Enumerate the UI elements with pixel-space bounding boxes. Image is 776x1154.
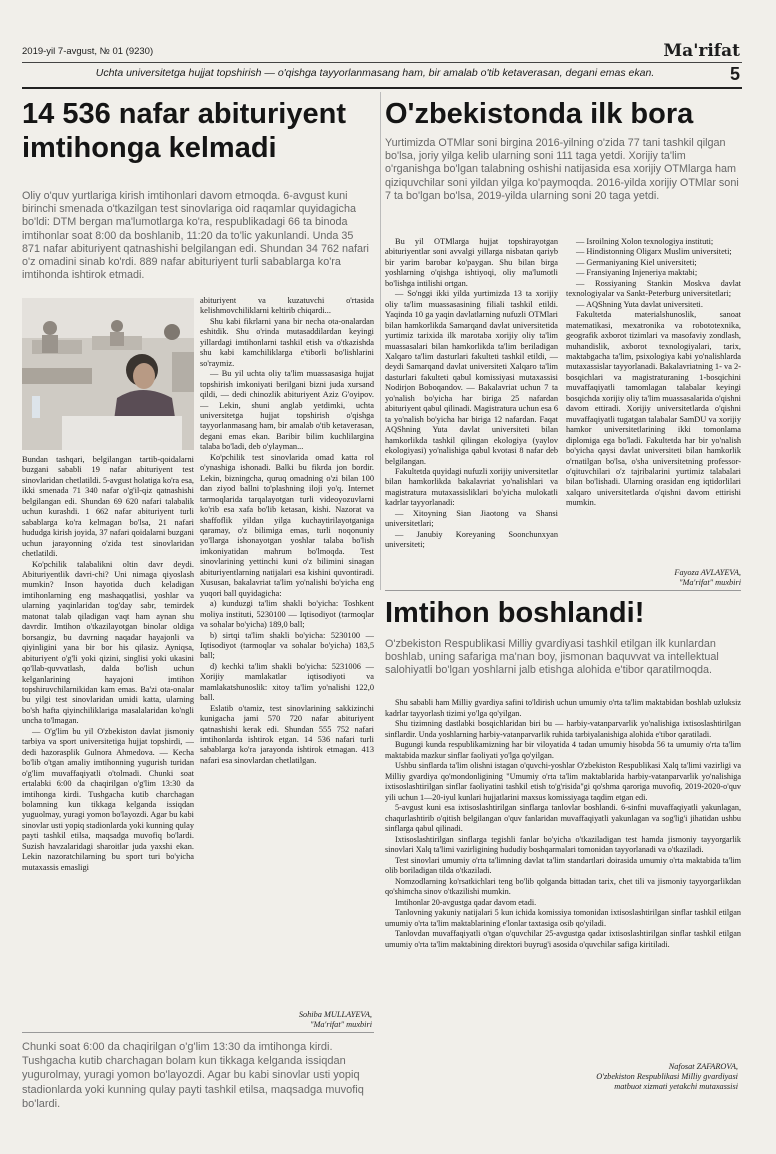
paragraph: abituriyent va kuzatuvchi o'rtasida kelishmovchiliklarni keltirib chiqardi... (200, 296, 374, 316)
author-name: Sohiba MULLAYEVA, (298, 1010, 372, 1019)
paragraph: Eslatib o'tamiz, test sinovlarining sakkizinchi kunigacha jami 570 720 nafar abituriyent qatnashishi kerak edi. Shundan 555 752 nafari imtihonlarda ishtirok etgan. 14 536 nafari turli sabablarga ko'ra jarayonda ishtirok etmagan. 413 nafari esa sinovlardan chetlatilgan. (200, 703, 374, 765)
article2-title: O'zbekistonda ilk bora (385, 98, 694, 130)
article1-signature (200, 1010, 372, 1030)
paragraph: — So'nggi ikki yilda yurtimizda 13 ta xorijiy oliy ta'lim muassasasining filiali tashkil etildi. Yaqinda 10 ga yaqin davlatlarning nufuzli OTMlari bilan hamkorlikda Samarqand davlat universitetida yurtimiz tarixida ilk marotaba xorijiy oliy ta'lim muassasalari bilan hamkorlikda ta'lim beriladigan Xalqaro ta'lim dasturlari fakulteti tashkil etildi, — deydi Samarqand davlat universiteti Xalqaro ta'lim dasturlari fakulteti qabul komissiyasi mutaxassisi Nodirjon Boboqandov. — Bakalavriat uchun 7 ta yo'nalish bo'yicha har biriga 25 nafardan abituriyent qabul qilinadi. Magistratura uchun esa 6 ta yo'nalish bo'yicha har biriga 12 nafardan. Faqat AQShning Yuta davlat universiteti bilan hamkorlikda tashkil qilingan ekologiya (yaylov ekologiyasi) yo'nalishiga qabul kvotasi 8 nafar deb belgilangan. (385, 289, 558, 466)
newspaper-logo: Ma'rifat (663, 41, 740, 61)
article2-column1 (385, 237, 558, 582)
pull-quote: Chunki soat 6:00 da chaqirilgan o'g'lim 13:30 da imtihonga kirdi. Tushgacha kutib charchagan bolam kun tikkaga kelganda issiqdan yugurolmay, yuragi yomon bo'layozdi. Agar bu kabi sinovlar usti yopiq stadionlarda yoki kunning qulay payti tashkil etilsa, maqsadga muvofiq bo'lardi. (22, 1041, 364, 1110)
paragraph: Bundan tashqari, belgilangan tartib-qoidalarni buzgani sababli 19 nafar abituriyent test sinovlaridan chetlatildi. 5-avgust holatiga ko'ra esa, ikki smenada 71 340 nafar o'g'il-qiz qatnashishi belgilangan edi. Shundan 69 620 nafari talabalik uchun kurashdi. 1 662 nafar abituriyent turli sabablarga ko'ra kelmagan bo'lsa, 21 nafari hududga kirish joyida, 37 nafari qoidalarni buzgani uchun jarayonning o'zida test sinovlaridan chetlatildi. (22, 455, 194, 559)
issue-date: 2019-yil 7-avgust, № 01 (9230) (22, 46, 154, 57)
paragraph: Ixtisoslashtirilgan sinflarga tegishli fanlar bo'yicha o'tkaziladigan test hamda jismoniy tayyorgarlik sinovlari Xalq ta'limi vazirligining hududiy boshqarmalari tomonidan tayyorlanadi va o'tkaziladi. (385, 834, 741, 854)
paragraph: Bu yil OTMlarga hujjat topshirayotgan abituriyentlar soni avvalgi yillarga nisbatan qariyb bir yarim barobar ko'paygan. Shu bilan birga yoshlarning o'qishga ishtiyoqi, oliy ma'lumotli bo'lishga intilishi ortgan. (385, 237, 558, 288)
author-name: Nafosat ZAFAROVA, (668, 1062, 738, 1071)
author-name: Fayoza AVLAYEVA, (674, 568, 741, 577)
author-role: matbuot xizmati yetakchi mutaxassisi (614, 1082, 738, 1091)
article2-column2 (566, 237, 741, 567)
paragraph: — AQShning Yuta davlat universiteti. (576, 299, 703, 309)
paragraph: Shu sababli ham Milliy gvardiya safini to'ldirish uchun umumiy o'rta ta'lim maktabidan boshlab uzluksiz kadrlar tayyorlash tizimi yo'lga qo'yilgan. (385, 698, 741, 718)
paragraph: — Isroilning Xolon texnologiya instituti; (576, 237, 714, 246)
article2-lead: Yurtimizda OTMlar soni birgina 2016-yilning o'zida 77 tani tashkil qilgan bo'lsa, joriy yilga kelib ularning soni 111 taga yetdi. Xorijiy ta'lim o'rganishga bo'lgan talabning oshishi natijasida esa xorijiy OTMlarga ham qiziquvchilar soni yildan yilga ko'paymoqda. 2016-yilda xorijiy OTMlar soni 7 ta bo'lgan bo'lsa, 2019-yilda ularning soni 20 taga yetdi. (385, 137, 739, 202)
paragraph: Tanlovdan muvaffaqiyatli o'tgan o'quvchilar 25-avgustga qadar ixtisoslashtirilgan sinflar tashkil etilgan umumiy o'rta ta'lim maktabining direktori buyrug'i asosida o'quvchilar safiga kiritiladi. (385, 929, 741, 949)
paragraph: Ko'pchilik talabalikni oltin davr deydi. Abituriyentlik davri-chi? Uni nimaga qiyoslash mumkin? Inson hayotida duch keladigan imtihonlarning eng mashaqqatlisi, yoshlar va ularning yaqinlaridan tog'day sabr, temirdek matonat talab qiladigan vaqt ham aynan shu davrdir. Imtihon o'tkazilayotgan binolar oldiga borsangiz, bu davrning naqadar hayajonli va qiyinligini yana bir bor his qilasiz. Ayniqsa, abituriyent o'g'li yoki qizini, singlisi yoki ukasini qo'llab-quvvatlash, dalda bo'lish uchun kelganlarining hayajoni imtihon topshiruvchilarnikidan kam emas. Ba'zi ota-onalar bu yilgi test sinovlaridan umidi katta, ularning bo'sh hafta qiyinchiliklariga masalalaridan ko'ngli uncha to'lmagan. (22, 559, 194, 726)
article3-lead: O'zbekiston Respublikasi Milliy gvardiyasi tashkil etilgan ilk kunlardan boshlab, uning safariga ma'nan boy, jismonan baquvvat va intellektual salohiyatli bo'lgan yoshlarni jalb etishga alohida e'tibor qaratilmoqda. (385, 638, 719, 677)
author-role: "Ma'rifat" muxbiri (310, 1020, 372, 1029)
paragraph: Fakultetda quyidagi nufuzli xorijiy universitetlar bilan hamkorlikda bakalavriat yo'nalishlari va magistratura mutaxassisliklari bo'yicha mulokatli kadrlar tayyorlanadi: (385, 466, 558, 508)
article1-column2 (200, 296, 374, 1006)
paragraph: 5-avgust kuni esa ixtisoslashtirilgan sinflarga tanlovlar boshlandi. 6-sinfni muvaffaqiyatli yakunlagan, chaqurlashtirib o'qitish belgilangan o'quv fanlaridan muvaffaqiyatli yakunlagan va sog'lig'i jihatidan ushbu sinflarga qabul qilinadi. (385, 803, 741, 833)
author-role: "Ma'rifat" muxbiri (679, 578, 741, 587)
header-rule (22, 62, 742, 63)
page-tagline: Uchta universitetga hujjat topshirish — o'qishga tayyorlanmasang ham, bir amalab o'tib ketaverasan, degani emas ekan. (95, 67, 655, 79)
paragraph: — Janubiy Koreyaning Soonchunxyan universiteti; (385, 529, 558, 550)
paragraph: — O'g'lim bu yil O'zbekiston davlat jismoniy tarbiya va sport universitetiga hujjat topshirdi, — dedi hazorasplik Gulnora Ahmedova. — Kecha bo'lib o'tgan amaliy imtihonning yugurish turidan o'g'lim muvaffaqiyatli o'tolmadi. Chunki soat ertalabki 6:00 da chaqirilgan o'g'lim 13:30 da imtihonga kirdi. Tushgacha kutib charchagan bolamning kun tikkaga kelganda issiqdan yuguolmay, yuragi yomon bo'layozdi. Agar bu kabi sinovlar usti yopiq stadionlarda yoki kunning qulay payti tashkil etilsa, maqsadga muvofiq bo'lardi. Suzish havzalaridagi sharoitlar juda yaxshi ekan. Lekin nazoratchilarning bu sport turi bo'yicha mutaxassis emasligi (22, 726, 194, 872)
paragraph: — Rossiyaning Stankin Moskva davlat texnologiyalar va Sankt-Peterburg universitetlari; (566, 278, 741, 299)
article1-column1 (22, 455, 194, 1025)
paragraph: a) kunduzgi ta'lim shakli bo'yicha: Toshkent moliya instituti, 5230100 — Iqtisodiyot (tarmoqlar va sohalar bo'yicha) 189,0 ball; (200, 599, 374, 630)
article3-signature (440, 1062, 738, 1092)
paragraph: — Fransiyaning Injeneriya maktabi; (576, 268, 698, 278)
article3-title: Imtihon boshlandi! (385, 597, 645, 629)
paragraph: Tanlovning yakuniy natijalari 5 kun ichida komissiya tomonidan ixtisoslashtirilgan sinflar tashkil etilgan umumiy o'rta ta'lim maktablarining e'lonlar taxtasiga osib qo'yiladi. (385, 908, 741, 928)
paragraph: — Germaniyaning Kiel universiteti; (576, 257, 697, 267)
exam-hall-photo (22, 298, 194, 450)
paragraph: d) kechki ta'lim shakli bo'yicha: 5231006 — Xorijiy mamlakatlar iqtisodiyoti va mamlakatshunoslik: xitoy ta'lim yo'nalishi 122,0 ball. (200, 661, 374, 703)
article3-body (385, 698, 741, 1058)
article1-lead: Oliy o'quv yurtlariga kirish imtihonlari davom etmoqda. 6-avgust kuni birinchi smenada o'tkazilgan test sinovlariga oid raqamlar quyidagicha bo'ldi: DTM bergan ma'lumotlarga ko'ra, respublikadagi 66 ta binoda imtihonlar soat 8:00 da boshlanib, 11:20 da to'lic yakunlandi. Unda 35 871 nafar abituriyent qatnashishi belgilangan edi. Shundan 34 762 nafari o'z omadini sinab ko'rdi. 889 nafar abituriyent turli sabablarga ko'ra imtihonda ishtirok etmadi. (22, 190, 369, 282)
paragraph: Ko'pchilik test sinovlarida omad katta rol o'ynashiga ishonadi. Balki bu fikrda jon bordir. Lekin, bizningcha, quruq omadning o'zi bilan 100 dan ziyod ballni to'plashning iloji yo'q. Internet tarmoqlarida tarqalayotgan turli videoyozuvlarni ko'rib esa xafa bo'lib ketasan, kishi. Nazorat va shaffoflik yildan yilga kuchaytirilayotganiga qaramay, o'z bilimiga emas, turli noqonuniy yo'llarga ishonayotgan yoshlar talaba bo'lish imkoniyatidan mahrum bo'lmoqda. Test sinovlarining yettinchi kuni o'z bilimini sinagan abituriyentlarning natijalari esa kishini quvontiradi. Xususan, bakalavriat ta'lim yo'nalishi bo'yicha eng yuqori ball quyidagicha: (200, 452, 374, 598)
paragraph: Nomzodlarning ko'rsatkichlari teng bo'lib qolganda bittadan tarix, chet tili va jismoniy tayyorgarlikdan qo'shimcha sinov o'tkazilishi mumkin. (385, 876, 741, 896)
paragraph: Ushbu sinflarda ta'lim olishni istagan o'quvchi-yoshlar O'zbekiston Respublikasi Xalq ta'limi vazirligi va Milliy gvardiya qo'mondonligining "Umumiy o'rta ta'lim maktablarida harbiy-vatanparvarlik yo'nalishiga ixtisoslashtirilgan sinflar faoliyatini tashkil etish to'g'risida"gi qo'shma qaroriga muvofiq, 2019-2020-o'quv yili uchun 1—20-iyul kunlari hujjatlarini maxsus komissiyaga taqdim etgan edi. (385, 761, 741, 802)
pull-quote-separator (22, 1032, 374, 1033)
paragraph: Shu tizimning dastlabki bosqichlaridan biri bu — harbiy-vatanparvarlik yo'nalishiga ixtisoslashtirilgan sinflardir. Unda yoshlarning harbiy-vatanparvarlik ruhida tarbiyalanishiga alohida e'tibor qaratiladi. (385, 719, 741, 739)
header-rule-bold (22, 87, 742, 89)
paragraph: — Xitoyning Sian Jiaotong va Shansi universitetlari; (385, 508, 558, 529)
article2-signature (566, 568, 741, 588)
paragraph: b) sirtqi ta'lim shakli bo'yicha: 5230100 — Iqtisodiyot (tarmoqlar va sohalar bo'yicha) 183,5 ball; (200, 630, 374, 661)
author-role: O'zbekiston Respublikasi Milliy gvardiyasi (596, 1072, 738, 1081)
paragraph: Bugungi kunda respublikamizning har bir viloyatida 4 tadan umumiy hisobda 56 ta umumiy o'rta ta'lim maktabida mazkur sinflar faoliyati yo'lga qo'yilgan. (385, 740, 741, 760)
column-divider (380, 92, 381, 590)
paragraph: Test sinovlari umumiy o'rta ta'limning davlat ta'lim standartlari doirasida umumiy o'rta maktabida ta'lim olib boriladigan tilda o'tkaziladi. (385, 855, 741, 875)
paragraph: Shu kabi fikrlarni yana bir necha ota-onalardan eshitdik. Shu o'rinda mutasaddilardan keyingi yillardagi imtihonlarni tashkil etish va o'tkazishda shu kabi kamchiliklarga e'tiborli bo'lishlarini so'raymiz. (200, 316, 374, 368)
paragraph: Fakultetda materialshunoslik, sanoat matematikasi, mexatronika va robototexnika, geografik axborot tizimlari va masofaviy zondlash, muhandislik, axborot texnologiyalari, tarix, maktabgacha ta'lim, psixologiya kabi yo'nalishlarda mutaxassislar tayyorlanadi. Bakalavriatning 1- va 2-bosqichlari va magistraturaning 1-bosqichini muvaffaqiyatli tamomlagan talabalar keyingi bosqichda xorijiy oliy ta'lim muassasalarida o'qishni davom ettiradi. Xorijiy universitetlarda o'qishni muvaffaqiyatli tugatgan talabalar SamDU va xorijiy hamkor universitetlarining ikki tomonlama diplomiga ega bo'ladi. Fakultetda har bir yo'nalish bo'yicha qaysi davlat universiteti bilan hamkorlik o'rnatilgan bo'lsa, o'sha universitetning professor-o'qituvchilari o'z tajribalarini yurtimiz talabalari bilan bo'lishadi. Ularning orasidan eng iqtidorlilari xalqaro universitetlarda o'qishni davom ettirishi mumkin. (566, 310, 741, 508)
article-separator (385, 590, 741, 591)
page-number: 5 (729, 64, 740, 84)
paragraph: — Bu yil uchta oliy ta'lim muassasasiga hujjat topshirish imkoniyati berilgani bizni juda xursand qildi, — dedi chinozlik abituriyent Aziz G'oyipov. — Lekin, shuni anglab yetdimki, uchta universitetga hujjat topshirish o'qishga tayyorlanmasang ham, bir amalab o'tib ketaverasan, degani emas ekan. Baribir bilim kuchlilargina talaba bo'ladi, deb o'ylayman... (200, 369, 374, 452)
paragraph: Imtihonlar 20-avgustga qadar davom etadi. (395, 897, 537, 907)
article1-title: 14 536 nafar abituriyent imtihonga kelmadi (22, 98, 346, 164)
paragraph: — Hindistonning Oligarx Muslim universiteti; (576, 247, 732, 257)
